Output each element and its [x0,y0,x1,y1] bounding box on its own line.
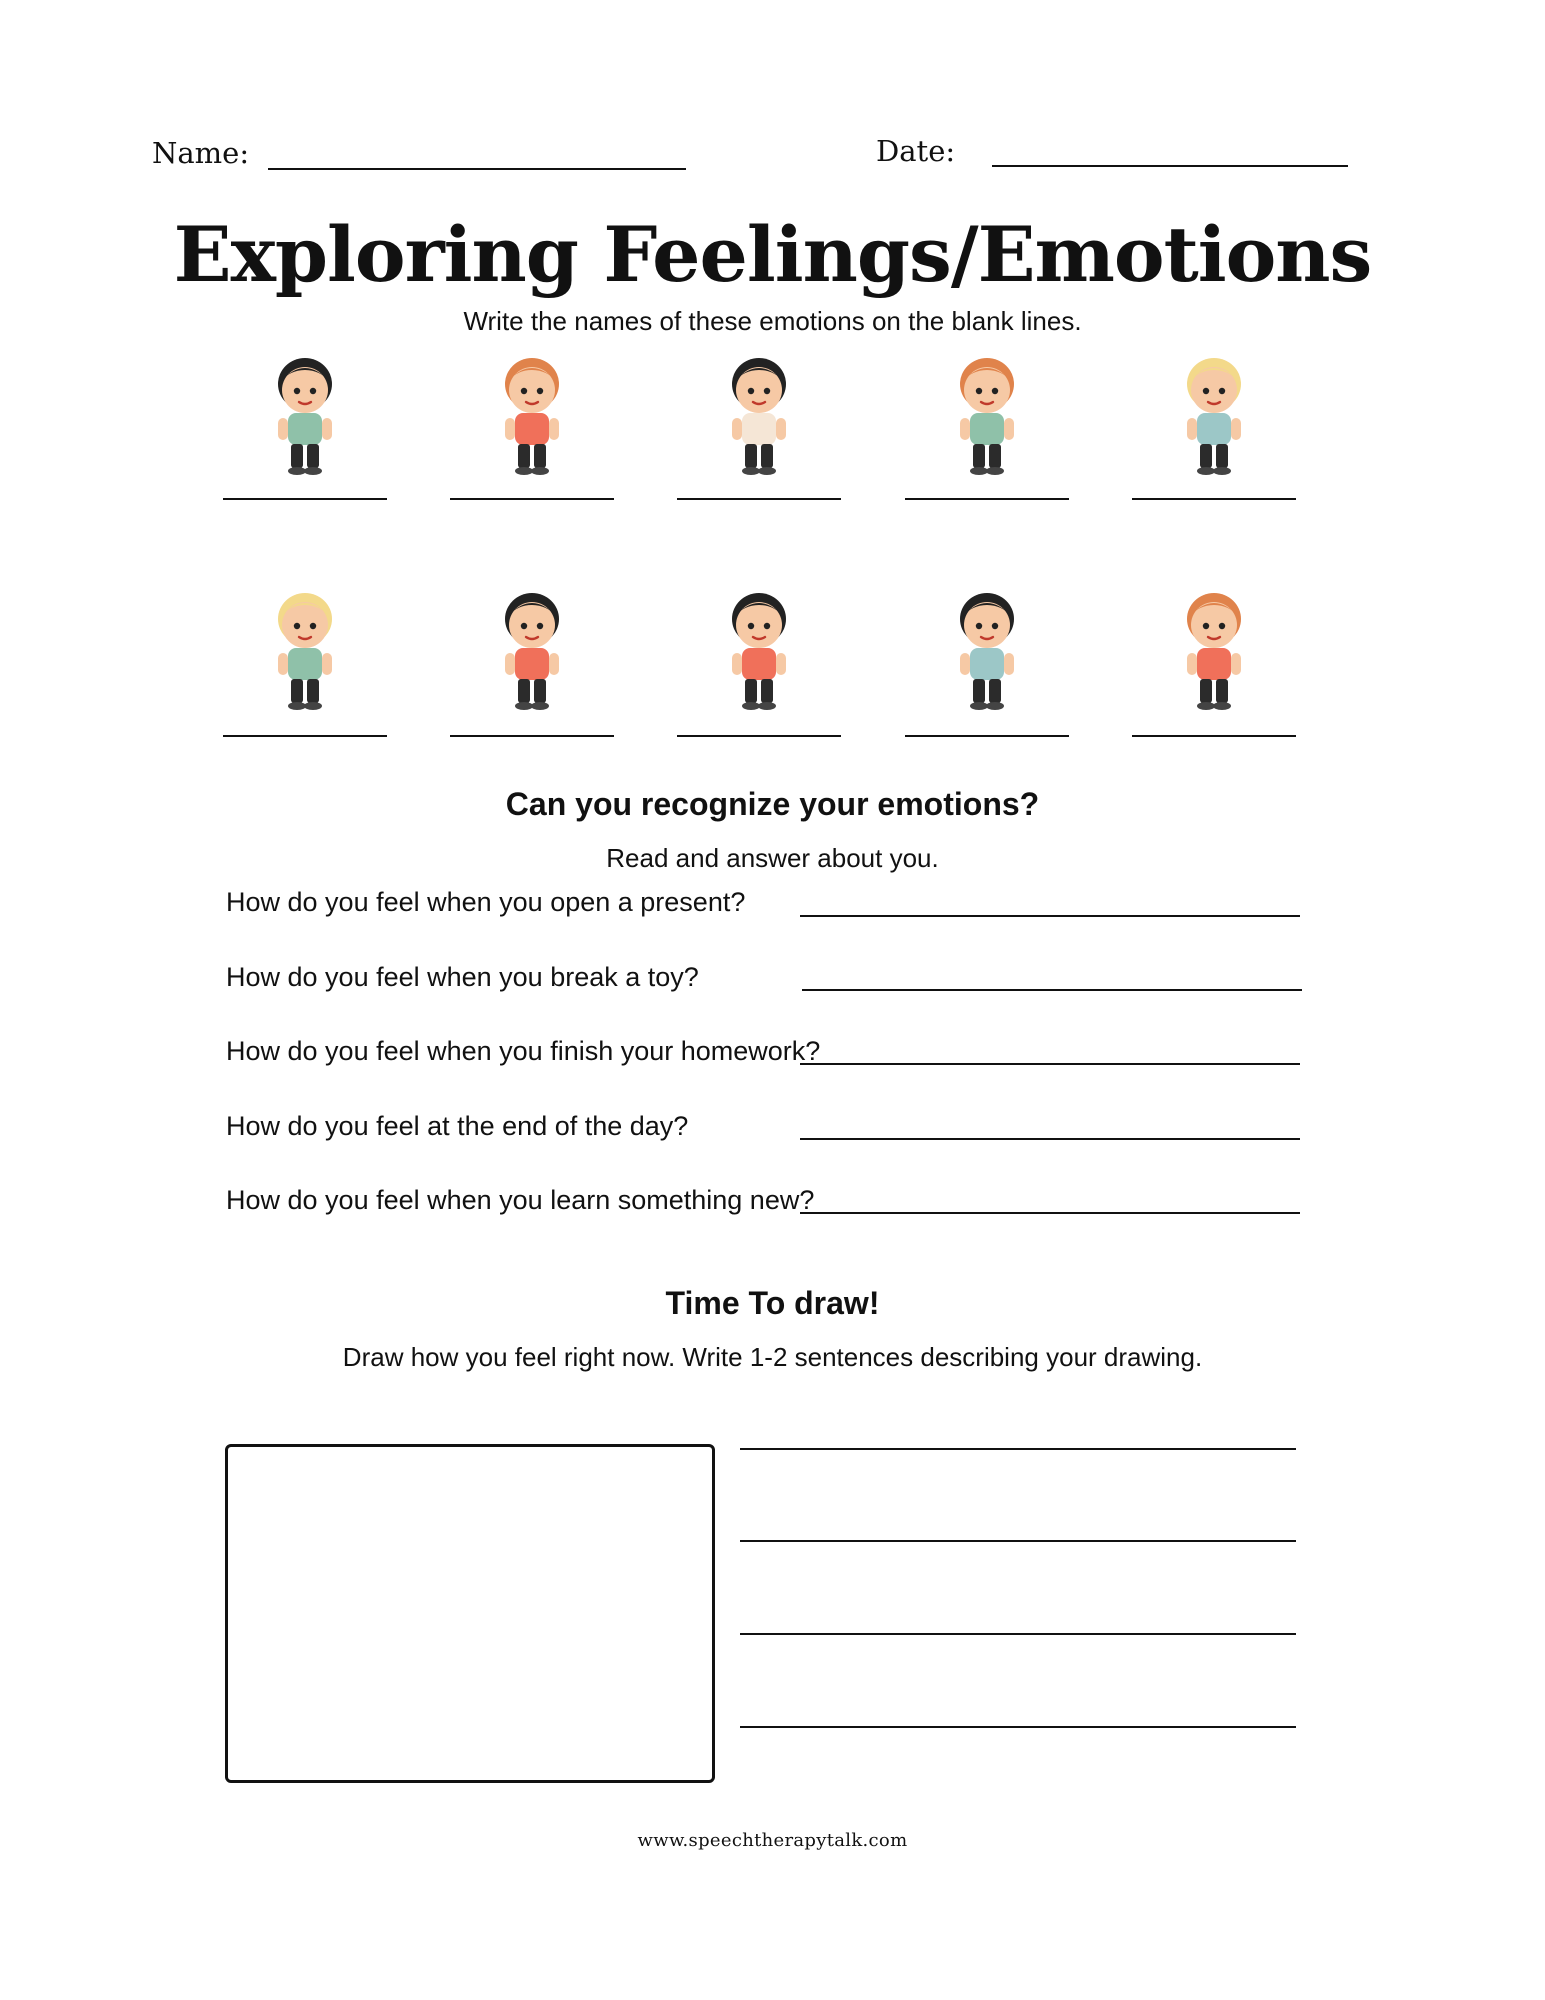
tired-boy-icon [477,340,587,480]
happy-boy-icon [477,575,587,715]
name-field[interactable] [268,168,686,170]
answer-line-2[interactable] [802,989,1302,991]
emotion-answer-line[interactable] [905,735,1069,737]
page-title: Exploring Feelings/Emotions [173,210,1372,299]
sentence-line-3[interactable] [740,1633,1296,1635]
sentence-line-4[interactable] [740,1726,1296,1728]
shy-girl-icon [704,340,814,480]
footer-url: www.speechtherapytalk.com [637,1830,908,1851]
question-4: How do you feel at the end of the day? [226,1111,689,1141]
sentence-line-1[interactable] [740,1448,1296,1450]
emotion-answer-line[interactable] [677,735,841,737]
draw-instruction: Draw how you feel right now. Write 1-2 sentences describing your drawing. [342,1342,1203,1372]
emotion-answer-line[interactable] [223,735,387,737]
emotion-answer-line[interactable] [905,498,1069,500]
frustrated-girl-icon [932,340,1042,480]
draw-title: Time To draw! [665,1285,880,1321]
page-subtitle: Write the names of these emotions on the blank lines. [463,306,1082,336]
sentence-line-2[interactable] [740,1540,1296,1542]
name-label: Name: [152,136,250,170]
emotion-answer-line[interactable] [1132,735,1296,737]
crying-girl-icon [932,575,1042,715]
question-5: How do you feel when you learn something new? [226,1185,815,1215]
recognize-title: Can you recognize your emotions? [505,786,1040,822]
angry-boy-icon [704,575,814,715]
emotion-answer-line[interactable] [1132,498,1296,500]
emotion-answer-line[interactable] [677,498,841,500]
answer-line-1[interactable] [800,915,1300,917]
emotion-answer-line[interactable] [223,498,387,500]
question-1: How do you feel when you open a present? [226,887,746,917]
emotion-answer-line[interactable] [450,735,614,737]
annoyed-boy-icon [250,575,360,715]
answer-line-5[interactable] [800,1212,1300,1214]
proud-boy-icon [1159,575,1269,715]
date-label: Date: [876,134,956,168]
question-2: How do you feel when you break a toy? [226,962,699,992]
answer-line-3[interactable] [800,1063,1300,1065]
date-field[interactable] [992,165,1348,167]
answer-line-4[interactable] [800,1138,1300,1140]
emotion-answer-line[interactable] [450,498,614,500]
surprised-girl-icon [1159,340,1269,480]
scared-boy-icon [250,340,360,480]
recognize-instruction: Read and answer about you. [606,843,939,873]
question-3: How do you feel when you finish your homework? [226,1036,821,1066]
drawing-box[interactable] [225,1444,715,1783]
